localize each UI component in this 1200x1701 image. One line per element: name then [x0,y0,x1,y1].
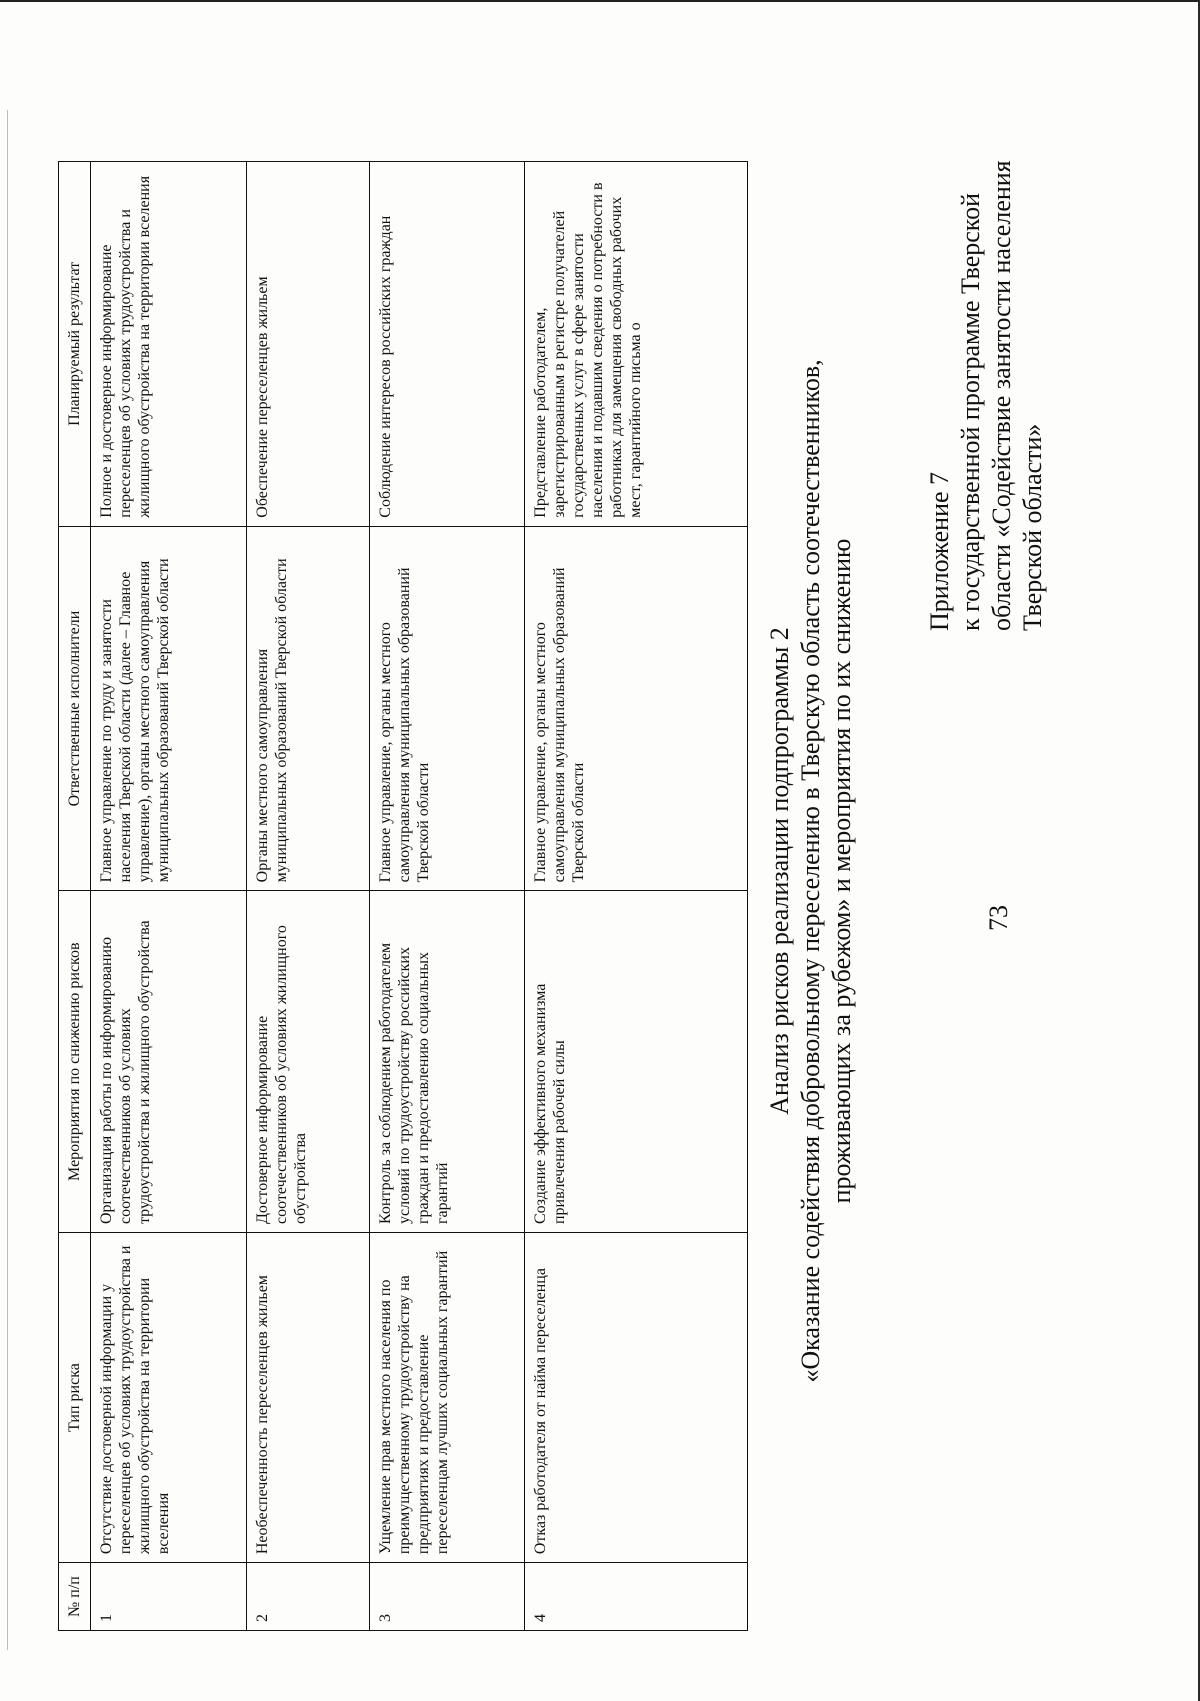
header-measures: Мероприятия по снижению рисков [59,891,91,1233]
table-row [246,162,369,1631]
cell-measures: Организация работы по информированию соотечественников об условиях трудоустройства и жилищного обустройства [91,891,247,1233]
page-content [44,90,1144,1691]
cell-result: Представление работодателем, зарегистрированным в регистре получателей государственных услуг в сфере занятости населения и подавшим сведения о потребности в работниках для замещения свободных рабочих мест, гарантийного письма о [525,162,748,527]
appendix-line: области «Содействие занятости населения [987,160,1016,631]
header-num: № п/п [59,1563,91,1631]
appendix-line: Тверской области» [1018,423,1047,631]
cell-result: Обеспечение переселенцев жильем [246,162,369,527]
appendix-line: к государственной программе Тверской [956,192,985,631]
cell-responsible: Главное управление по труду и занятости населения Тверской области (далее – Главное управление), органы местного самоуправления муниципальных образований Тверской области [91,526,247,891]
table-header-row [59,162,91,1631]
table-row [369,162,525,1631]
cell-responsible: Главное управление, органы местного самоуправления муниципальных образований Тверской области [369,526,525,891]
cell-num: 3 [369,1563,525,1631]
cell-risk-type: Ущемление прав местного населения по преимущественному трудоустройству на предприятиях и предоставление переселенцам лучших социальных гарантий [369,1233,525,1563]
cell-measures: Достоверное информирование соотечественников об условиях жилищного обустройства [246,891,369,1233]
header-responsible: Ответственные исполнители [59,526,91,891]
scan-edge-top [0,0,1200,2]
cell-result: Соблюдение интересов российских граждан [369,162,525,527]
risk-table [58,161,748,1631]
appendix-block [924,151,1048,631]
cell-responsible: Главное управление, органы местного самоуправления муниципальных образований Тверской области [525,526,748,891]
heading-line: проживающих за рубежом» и мероприятия по их снижению [827,538,856,1204]
table-row [525,162,748,1631]
cell-num: 4 [525,1563,748,1631]
cell-risk-type: Отказ работодателя от найма переселенца [525,1233,748,1563]
scan-edge-left [7,110,8,1650]
header-result: Планируемый результат [59,162,91,527]
page-number: 73 [984,905,1013,931]
cell-result: Полное и достоверное информирование переселенцев об условиях трудоустройства и жилищного обустройства на территории вселения [91,162,247,527]
cell-measures: Контроль за соблюдением работодателем условий по трудоустройству российских граждан и предоставлению социальных гарантий [369,891,525,1233]
cell-risk-type: Необеспеченность переселенцев жильем [246,1233,369,1563]
cell-risk-type: Отсутствие достоверной информации у переселенцев об условиях трудоустройства и жилищного обустройства на территории вселения [91,1233,247,1563]
document-heading [764,221,857,1521]
cell-measures: Создание эффективного механизма привлечения рабочей силы [525,891,748,1233]
cell-responsible: Органы местного самоуправления муниципальных образований Тверской области [246,526,369,891]
cell-num: 1 [91,1563,247,1631]
appendix-title: Приложение 7 [925,471,954,631]
header-risk-type: Тип риска [59,1233,91,1563]
landscape-page [44,90,1144,1691]
heading-line: Анализ рисков реализации подпрограммы 2 [765,627,794,1115]
cell-num: 2 [246,1563,369,1631]
table-row [91,162,247,1631]
heading-line: «Оказание содействия добровольному переселению в Тверскую область соотечественников, [796,359,825,1383]
